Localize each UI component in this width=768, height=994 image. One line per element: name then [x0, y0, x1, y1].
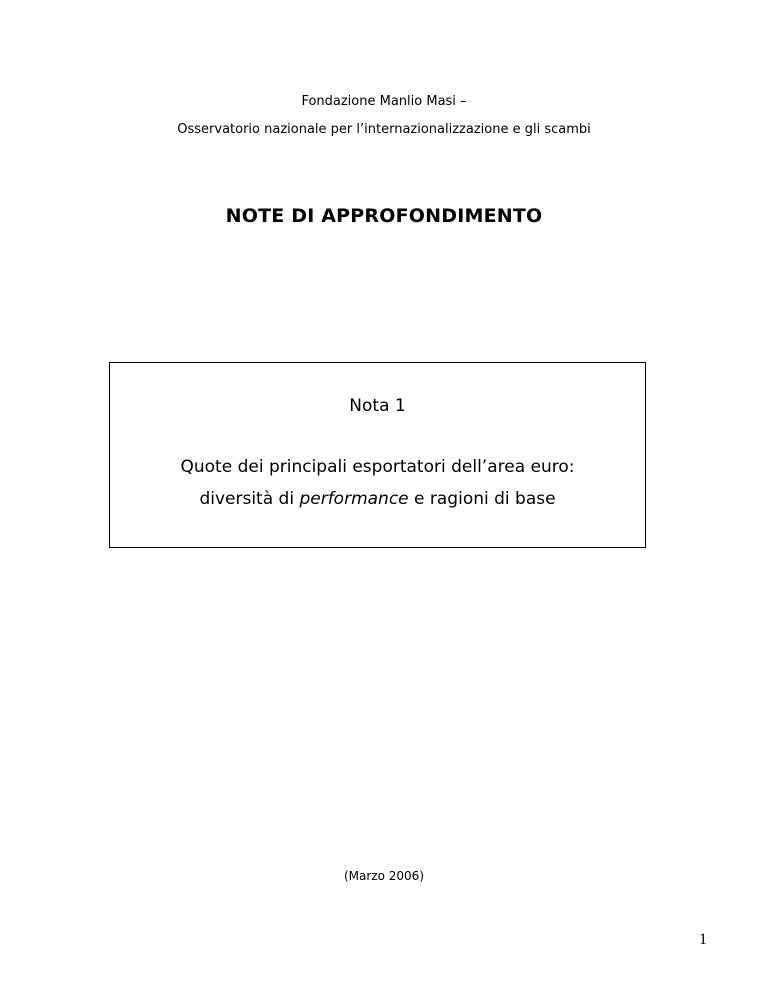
note-subject-line-1: Quote dei principali esportatori dell’area euro: — [180, 457, 575, 477]
note-subject-text-start: diversità di — [199, 489, 300, 509]
note-number: Nota 1 — [349, 396, 406, 416]
note-subject-line-2 — [110, 489, 645, 509]
organization-subtitle: Osservatorio nazionale per l’internazionalizzazione e gli scambi — [177, 122, 591, 137]
page-number: 1 — [699, 931, 707, 948]
document-date: (Marzo 2006) — [344, 869, 424, 883]
note-subject-text-end: e ragioni di base — [408, 489, 556, 509]
note-subject-italic-term: performance — [299, 489, 409, 509]
note-box — [109, 362, 646, 548]
organization-name: Fondazione Manlio Masi – — [301, 94, 467, 109]
document-title: NOTE DI APPROFONDIMENTO — [225, 205, 543, 227]
